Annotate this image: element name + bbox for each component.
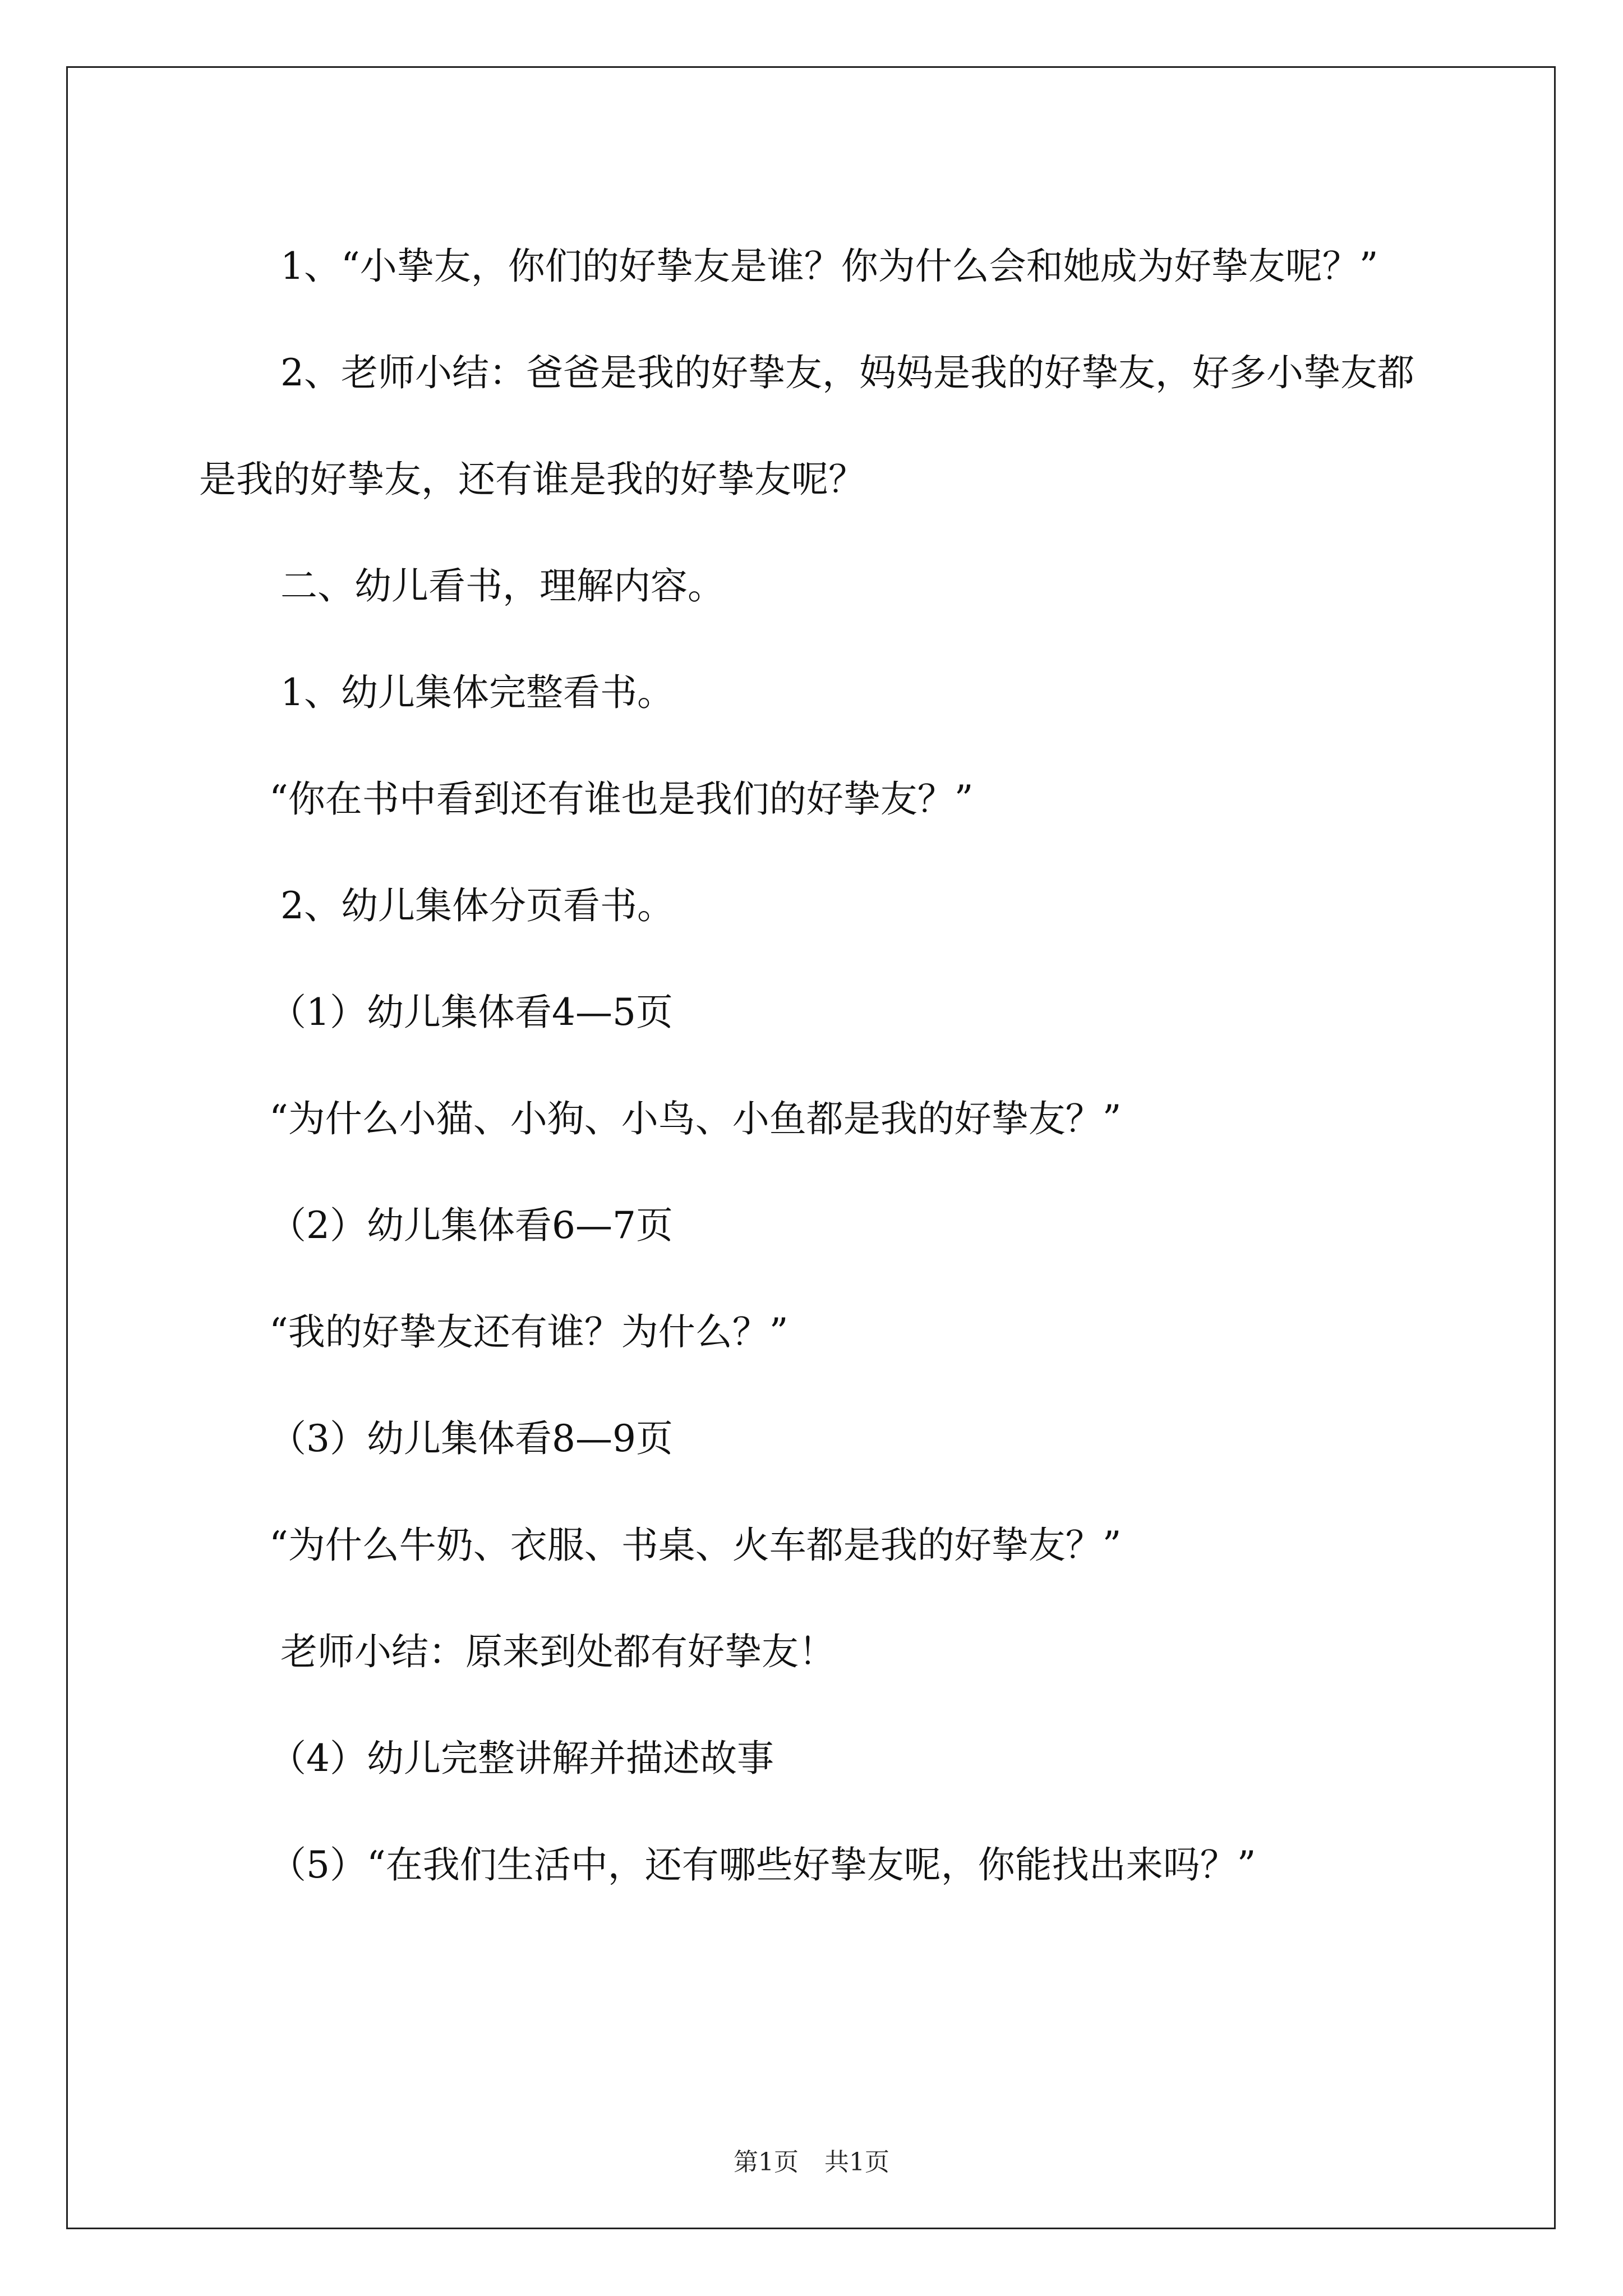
- paragraph-1: 1、“小挚友，你们的好挚友是谁？你为什么会和她成为好挚友呢？”: [280, 245, 1378, 288]
- paragraph-6: 2、幼儿集体分页看书。: [280, 884, 674, 927]
- quote-1: “你在书中看到还有谁也是我们的好挚友？”: [269, 777, 974, 821]
- step-5: （5）“在我们生活中，还有哪些好挚友呢，你能找出来吗？”: [269, 1843, 1256, 1887]
- paragraph-4: 1、幼儿集体完整看书。: [280, 671, 674, 714]
- step-2: （2）幼儿集体看6—7页: [269, 1204, 673, 1247]
- paragraph-2: 2、老师小结：爸爸是我的好挚友，妈妈是我的好挚友，好多小挚友都是我的好挚友，还有谁是我的好挚友呢？: [199, 351, 1414, 501]
- quote-2: “为什么小猫、小狗、小鸟、小鱼都是我的好挚友？”: [269, 1097, 1122, 1140]
- section-heading: 二、幼儿看书，理解内容。: [280, 564, 725, 608]
- step-4: （4）幼儿完整讲解并描述故事: [269, 1737, 774, 1780]
- page-total: 共1页: [824, 2148, 889, 2177]
- page-footer: [0, 2146, 1623, 2179]
- teacher-summary: 老师小结：原来到处都有好挚友！: [280, 1630, 836, 1673]
- page-number: 第1页: [734, 2148, 799, 2177]
- quote-3: “我的好挚友还有谁？为什么？”: [269, 1310, 789, 1354]
- step-3: （3）幼儿集体看8—9页: [269, 1417, 673, 1460]
- quote-4: “为什么牛奶、衣服、书桌、火车都是我的好挚友？”: [269, 1524, 1122, 1567]
- step-1: （1）幼儿集体看4—5页: [269, 991, 673, 1034]
- document-body: [199, 213, 1433, 1918]
